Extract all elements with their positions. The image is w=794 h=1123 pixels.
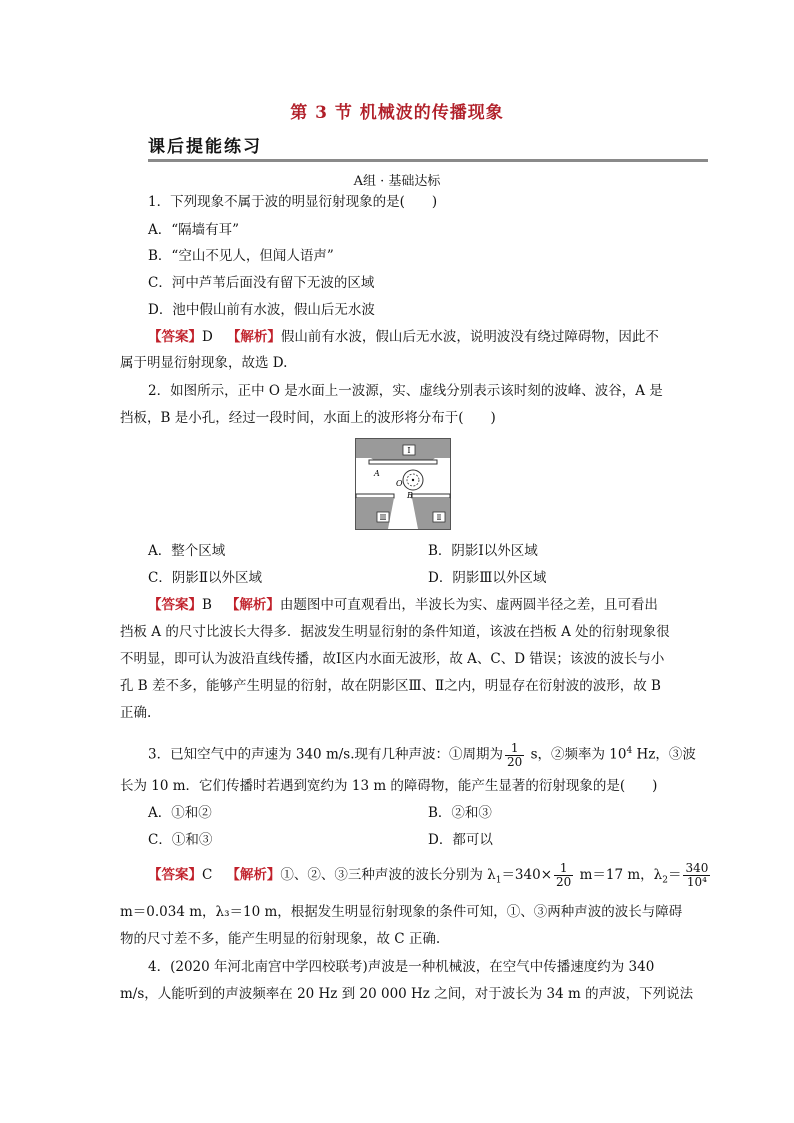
q2-analysis-3: 不明显，即可认为波沿直线传播，故Ⅰ区内水面无波形，故 A、C、D 错误；该波的波长与小 (120, 651, 665, 667)
q3-period-fraction (505, 742, 524, 769)
q3-answer-line (148, 862, 712, 891)
q3-analysis-1a: ①、②、③三种声波的波长分别为 λ (280, 867, 496, 883)
q2-option-a: A．整个区域 (148, 543, 226, 559)
q3-frac1-den: 20 (507, 754, 523, 769)
q2-analysis-1: 由题图中可直观看出，半波长为实、虚两圆半径之差，且可看出 (279, 597, 658, 613)
q3-stem-1b: s，②频率为 10 (526, 746, 627, 763)
q2-analysis-4: 孔 B 差不多，能够产生明显的衍射，故在阴影区Ⅲ、Ⅱ之内，明显存在衍射波的波形，故 B (120, 678, 661, 694)
q1-stem: 1．下列现象不属于波的明显衍射现象的是( ) (148, 194, 438, 210)
q3-analysis-1c: m＝17 m，λ (575, 867, 663, 883)
wave-source-dot (412, 479, 414, 481)
wave-diagram (355, 438, 451, 530)
q3-lambda2-fraction (683, 862, 710, 889)
q2-stem-1: 2．如图所示，正中 O 是水面上一波源，实、虚线分别表示该时刻的波峰、波谷，A 是 (148, 383, 663, 399)
q2-analysis-5: 正确. (120, 705, 152, 721)
q3-option-d: D．都可以 (428, 832, 493, 848)
q2-option-b: B．阴影Ⅰ以外区域 (428, 543, 538, 559)
wave-diagram-svg (355, 438, 451, 530)
group-label: A组 · 基础达标 (353, 174, 441, 189)
q2-stem-2: 挡板，B 是小孔，经过一段时间，水面上的波形将分布于( ) (120, 410, 496, 426)
q3-analysis-tag: 【解析】 (226, 867, 281, 883)
q1-analysis-tag: 【解析】 (226, 329, 281, 345)
q3-sub-1: 1 (495, 875, 502, 886)
q3-stem-1c: Hz，③波 (632, 746, 696, 763)
q3-stem-1a: 3．已知空气中的声速为 340 m/s.现有几种声波：①周期为 (148, 746, 504, 763)
q2-answer-line (148, 595, 658, 615)
section-header (148, 132, 708, 162)
label-A: A (374, 469, 380, 478)
q4-stem-2: m/s，人能听到的声波频率在 20 Hz 到 20 000 Hz 之间，对于波长为 34 m 的声波，下列说法 (120, 986, 694, 1002)
q3-stem-1 (148, 741, 696, 769)
barrier-left (356, 494, 394, 498)
q1-analysis-1: 假山前有水波，假山后无水波，说明波没有绕过障碍物，因此不 (280, 329, 659, 345)
q2-answer-tag: 【答案】 (148, 597, 202, 613)
page-title: 第 3 节 机械波的传播现象 (290, 103, 504, 123)
q3-analysis-3: 物的尺寸差不多，能产生明显的衍射现象，故 C 正确. (120, 931, 441, 947)
q3-frac3-num: 340 (685, 861, 709, 875)
label-III: Ⅲ (379, 514, 387, 522)
q2-analysis-2: 挡板 A 的尺寸比波长大得多．据波发生明显衍射的条件知道，该波在挡板 A 处的衍射现象很 (120, 624, 670, 640)
q3-option-a: A．①和② (148, 805, 212, 821)
q3-lambda1-fraction (554, 862, 573, 889)
q1-answer-tag: 【答案】 (148, 329, 202, 345)
q3-answer-tag: 【答案】 (148, 867, 202, 883)
q1-option-b: B．“空山不见人，但闻人语声” (148, 248, 334, 264)
q3-frac3-den: 10⁴ (686, 875, 707, 889)
q4-stem-1: 4．(2020 年河北南宫中学四校联考)声波是一种机械波，在空气中传播速度约为 340 (148, 959, 655, 975)
q1-option-c: C．河中芦苇后面没有留下无波的区域 (148, 275, 375, 291)
label-O: O (396, 479, 403, 488)
q3-analysis-2: m＝0.034 m，λ₃＝10 m，根据发生明显衍射现象的条件可知，①、③两种声波的波长与障碍 (120, 904, 683, 920)
q2-analysis-tag: 【解析】 (225, 597, 280, 613)
q3-frac2-num: 1 (554, 862, 573, 876)
q3-analysis-1d: ＝ (667, 867, 682, 883)
barrier-A (369, 460, 437, 464)
q1-analysis-2: 属于明显衍射现象，故选 D. (120, 355, 288, 371)
barrier-right (412, 494, 450, 498)
label-II: Ⅱ (436, 514, 442, 522)
q3-option-b: B．②和③ (428, 805, 492, 821)
q1-option-d: D．池中假山前有水波，假山后无水波 (148, 302, 375, 318)
q3-stem-2: 长为 10 m．它们传播时若遇到宽约为 13 m 的障碍物，能产生显著的衍射现象的是( ) (120, 778, 658, 794)
q1-answer: D (202, 329, 213, 345)
q3-answer: C (202, 867, 213, 883)
q3-analysis-1b: ＝340× (501, 867, 553, 883)
q3-exponent: 4 (626, 746, 633, 756)
q3-sub-2: 2 (662, 875, 668, 886)
label-I: Ⅰ (407, 446, 411, 455)
q2-option-d: D．阴影Ⅲ以外区域 (428, 570, 547, 586)
label-B: B (407, 491, 413, 500)
q1-option-a: A．“隔墙有耳” (148, 222, 240, 238)
q3-option-c: C．①和③ (148, 832, 213, 848)
q3-frac2-den: 20 (556, 875, 572, 889)
q2-option-c: C．阴影Ⅱ以外区域 (148, 570, 263, 586)
section-title: 课后提能练习 (148, 137, 262, 157)
q3-frac1-num: 1 (505, 742, 524, 756)
q2-answer: B (202, 597, 212, 613)
q1-answer-line (148, 327, 659, 347)
section-rule (148, 159, 708, 162)
